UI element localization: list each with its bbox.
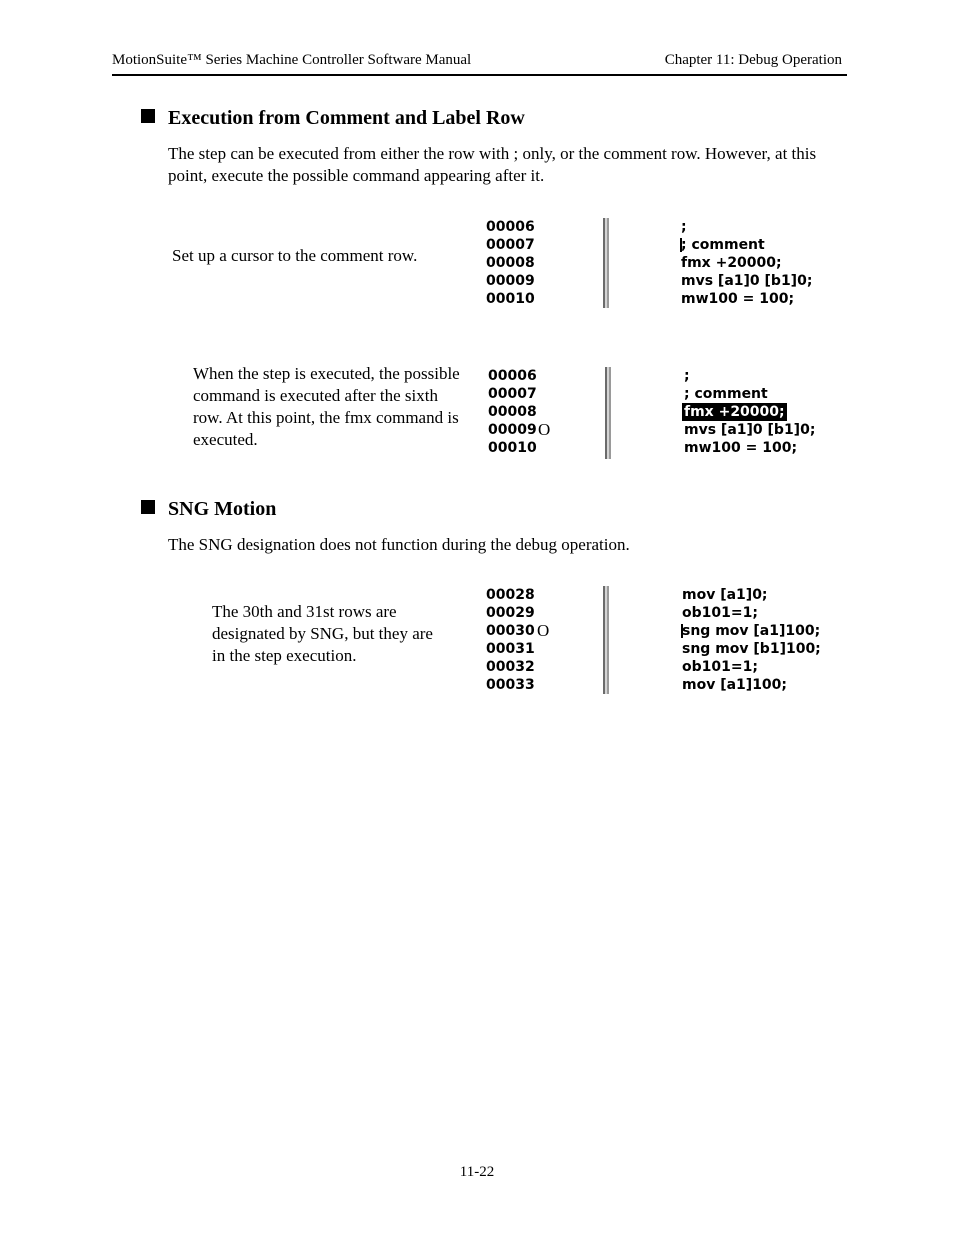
execution-marker: O	[538, 420, 551, 439]
code-row	[488, 421, 848, 439]
line-number: 00010	[488, 440, 537, 456]
line-number: 00007	[488, 386, 537, 402]
section-heading-sng-motion	[141, 498, 276, 521]
line-number: 00008	[486, 255, 535, 271]
code-statement: sng mov [b1]100;	[682, 641, 821, 657]
code-row	[488, 439, 848, 457]
code-statement: mw100 = 100;	[681, 291, 795, 307]
code-row	[486, 290, 846, 308]
example-description: When the step is executed, the possible command is executed after the sixth row. At this point, the fmx command is executed.	[193, 364, 460, 449]
section-paragraph: The SNG designation does not function during the debug operation.	[168, 535, 630, 554]
code-row	[488, 385, 848, 403]
code-row	[488, 367, 848, 385]
code-listing	[488, 367, 848, 457]
code-row	[486, 658, 846, 676]
page-number: 11-22	[459, 1164, 495, 1180]
code-listing	[486, 586, 846, 694]
manual-title: MotionSuite™ Series Machine Controller Software Manual	[112, 52, 472, 68]
code-row	[486, 272, 846, 290]
chapter-title: Chapter 11: Debug Operation	[664, 52, 842, 68]
code-row	[486, 640, 846, 658]
page-header	[112, 52, 847, 76]
code-statement: mw100 = 100;	[684, 440, 798, 456]
code-statement: mov [a1]0;	[682, 587, 768, 603]
example-description: Set up a cursor to the comment row.	[172, 246, 418, 265]
code-statement: ob101=1;	[682, 605, 758, 621]
code-row	[486, 622, 846, 640]
code-statement: ;	[681, 219, 687, 235]
line-number: 00029	[486, 605, 535, 621]
line-number: 00033	[486, 677, 535, 693]
highlighted-code-statement: fmx +20000;	[684, 404, 785, 420]
code-statement: ; comment	[684, 386, 768, 402]
section-heading-comment-label	[141, 107, 525, 130]
square-bullet-icon	[141, 109, 155, 123]
code-statement: mov [a1]100;	[682, 677, 788, 693]
line-number: 00006	[486, 219, 535, 235]
code-row	[486, 218, 846, 236]
line-number: 00030	[486, 623, 535, 639]
section-title: SNG Motion	[168, 498, 277, 520]
line-number: 00010	[486, 291, 535, 307]
example-description: The 30th and 31st rows are designated by SNG, but they are in the step execution.	[212, 602, 433, 665]
code-statement: sng mov [a1]100;	[682, 623, 821, 639]
code-row	[486, 676, 846, 694]
line-number: 00006	[488, 368, 537, 384]
code-statement: ;	[684, 368, 690, 384]
line-number: 00007	[486, 237, 535, 253]
code-row	[486, 236, 846, 254]
code-row	[486, 604, 846, 622]
code-statement: mvs [a1]0 [b1]0;	[684, 422, 816, 438]
section-title: Execution from Comment and Label Row	[168, 107, 525, 129]
line-number: 00032	[486, 659, 535, 675]
line-number: 00028	[486, 587, 535, 603]
code-statement: ob101=1;	[682, 659, 758, 675]
line-number: 00031	[486, 641, 535, 657]
code-listing	[486, 218, 846, 308]
execution-marker: O	[537, 621, 550, 640]
line-number: 00009	[486, 273, 535, 289]
line-number: 00009	[488, 422, 537, 438]
code-row	[486, 254, 846, 272]
code-statement: ; comment	[681, 237, 765, 253]
section-paragraph: The step can be executed from either the row with ; only, or the comment row. However, at this point, execute the possible command appearing after it.	[168, 144, 817, 185]
line-number: 00008	[488, 404, 537, 420]
code-row	[488, 403, 848, 421]
square-bullet-icon	[141, 500, 155, 514]
code-statement: fmx +20000;	[681, 255, 782, 271]
code-row	[486, 586, 846, 604]
code-statement: mvs [a1]0 [b1]0;	[681, 273, 813, 289]
